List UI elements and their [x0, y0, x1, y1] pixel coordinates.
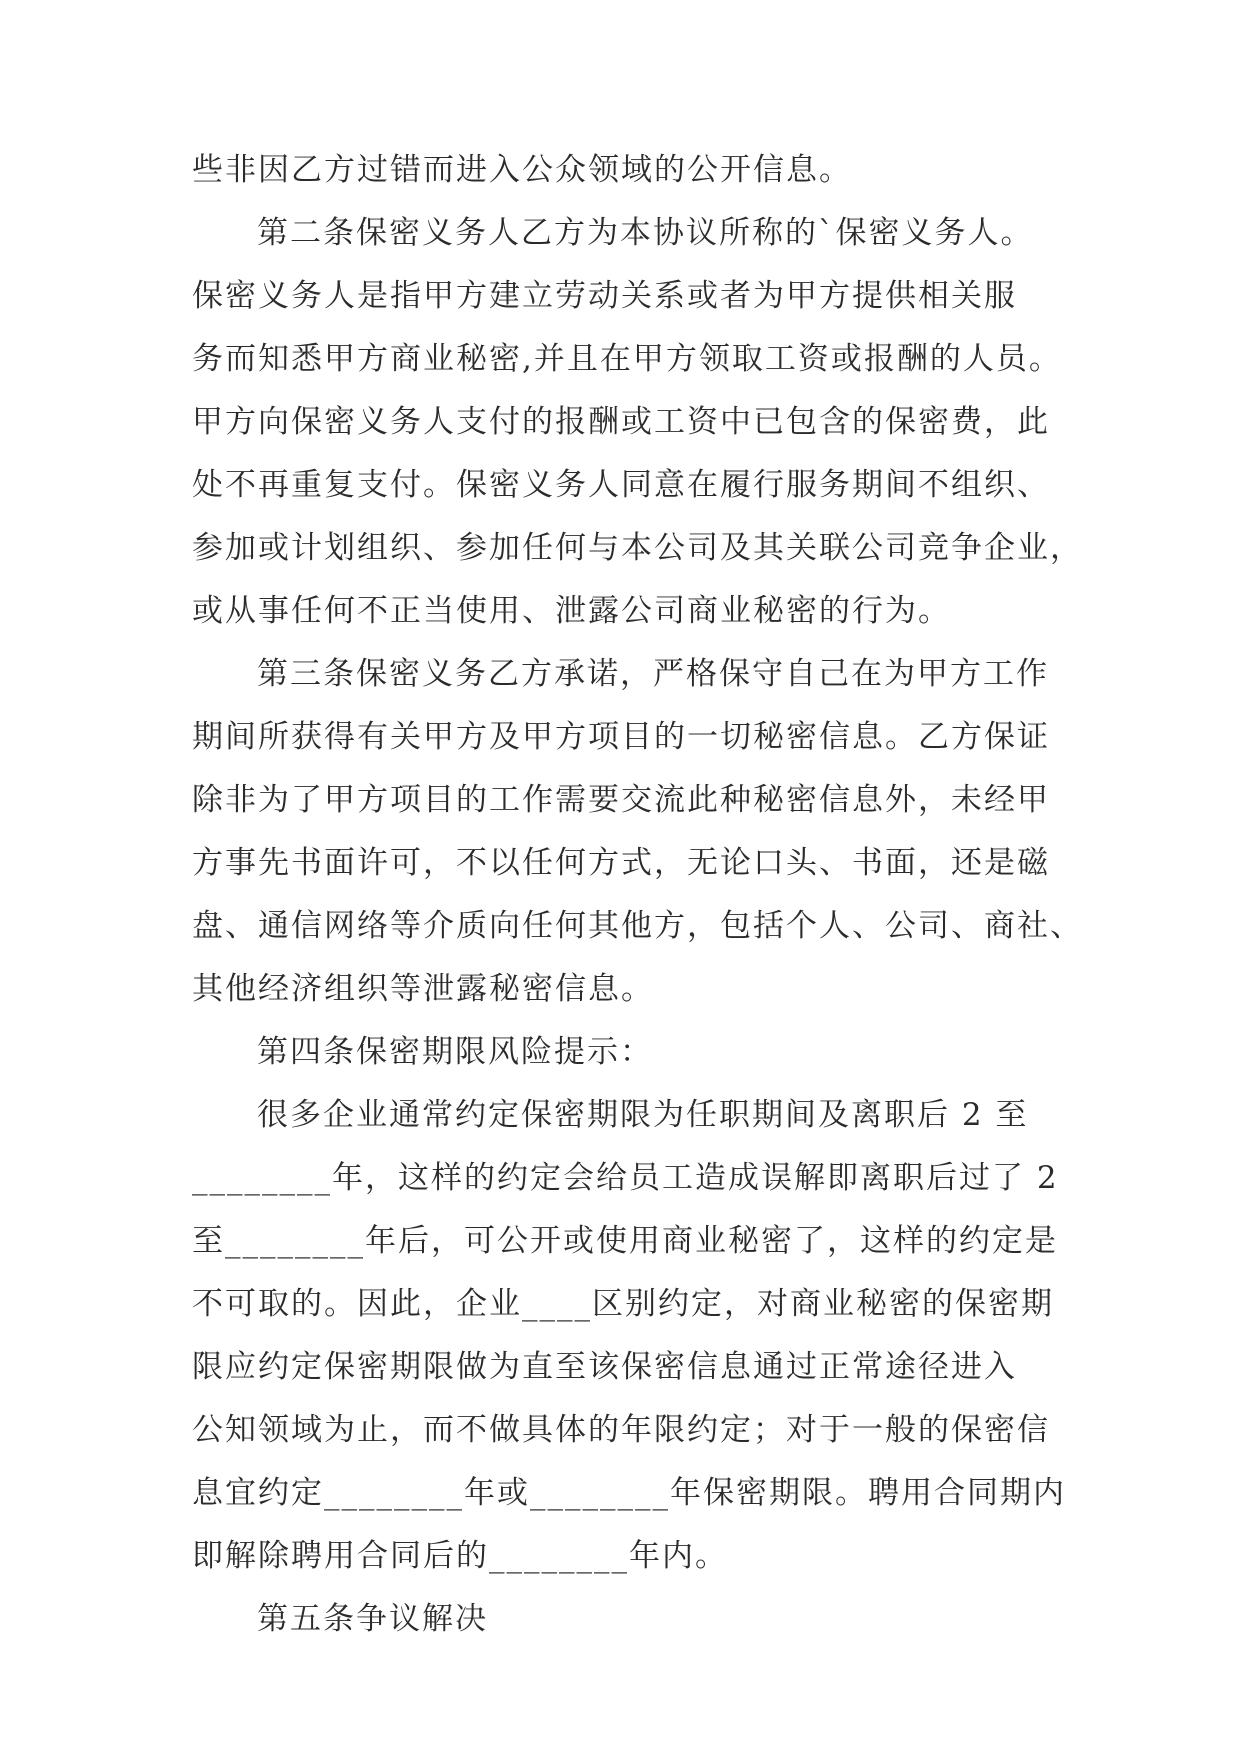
text-line: 不可取的。因此，企业____区别约定，对商业秘密的保密期 — [192, 1286, 1054, 1322]
text-line: 第三条保密义务乙方承诺，严格保守自己在为甲方工作 — [257, 656, 1049, 692]
text-line: 参加或计划组织、参加任何与本公司及其关联公司竞争企业， — [192, 530, 1083, 566]
text-line: 处不再重复支付。保密义务人同意在履行服务期间不组织、 — [192, 467, 1050, 503]
text-line: 其他经济组织等泄露秘密信息。 — [192, 971, 654, 1007]
text-line: 甲方向保密义务人支付的报酬或工资中已包含的保密费，此 — [192, 404, 1050, 440]
text-line: 期间所获得有关甲方及甲方项目的一切秘密信息。乙方保证 — [192, 719, 1050, 755]
text-line: 第五条争议解决 — [257, 1601, 488, 1637]
text-line: 或从事任何不正当使用、泄露公司商业秘密的行为。 — [192, 593, 951, 629]
text-line: 第四条保密期限风险提示： — [257, 1034, 653, 1070]
text-line: 盘、通信网络等介质向任何其他方，包括个人、公司、商社、 — [192, 908, 1083, 944]
text-line: 除非为了甲方项目的工作需要交流此种秘密信息外，未经甲 — [192, 782, 1050, 818]
text-line: 至________年后，可公开或使用商业秘密了，这样的约定是 — [192, 1223, 1058, 1259]
text-line: 方事先书面许可，不以任何方式，无论口头、书面，还是磁 — [192, 845, 1050, 881]
text-line: 务而知悉甲方商业秘密,并且在甲方领取工资或报酬的人员。 — [192, 341, 1062, 377]
text-line: 限应约定保密期限做为直至该保密信息通过正常途径进入 — [192, 1349, 1017, 1385]
text-line: 些非因乙方过错而进入公众领域的公开信息。 — [192, 152, 852, 188]
text-line: 很多企业通常约定保密期限为任职期间及离职后 2 至 — [257, 1097, 1029, 1133]
text-line: ________年，这样的约定会给员工造成误解即离职后过了 2 — [192, 1160, 1059, 1196]
text-line: 公知领域为止，而不做具体的年限约定；对于一般的保密信 — [192, 1412, 1050, 1448]
text-line: 第二条保密义务人乙方为本协议所称的`保密义务人。 — [257, 215, 1034, 251]
text-line: 即解除聘用合同后的________年内。 — [192, 1538, 728, 1574]
text-line: 保密义务人是指甲方建立劳动关系或者为甲方提供相关服 — [192, 278, 1017, 314]
text-line: 息宜约定________年或________年保密期限。聘用合同期内 — [192, 1475, 1066, 1511]
